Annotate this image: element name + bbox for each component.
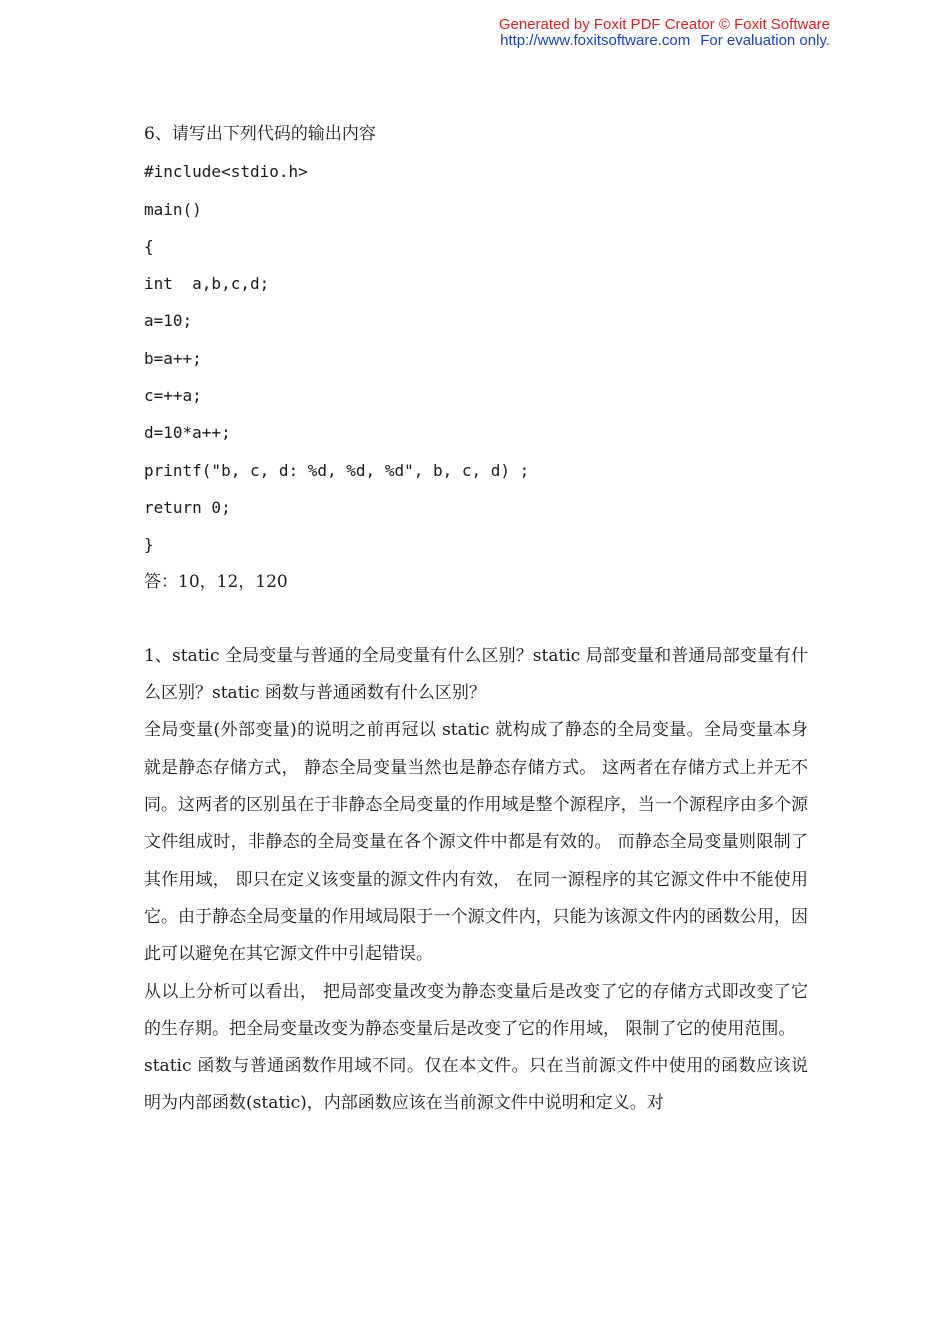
answer-paragraph: static 函数与普通函数作用域不同。仅在本文件。只在当前源文件中使用的函数应该说明为内部函数(static)，内部函数应该在当前源文件中说明和定义。对 xyxy=(144,1056,808,1114)
document-page xyxy=(144,116,808,1123)
watermark-url: http://www.foxitsoftware.com xyxy=(500,32,691,49)
code-line: main() xyxy=(144,199,202,219)
watermark-url-line xyxy=(499,33,830,49)
question-6-answer: 答：10，12，120 xyxy=(144,571,288,592)
answer-paragraph: 从以上分析可以看出， 把局部变量改变为静态变量后是改变了它的存储方式即改变了它的生存期。把全局变量改变为静态变量后是改变了它的作用域， 限制了它的使用范围。 xyxy=(144,981,808,1039)
code-line: return 0; xyxy=(144,497,231,517)
code-line: int a,b,c,d; xyxy=(144,274,270,294)
code-line: #include<stdio.h> xyxy=(144,162,308,182)
watermark-evaluation-note: For evaluation only. xyxy=(700,32,830,49)
watermark-generated-by: Generated by Foxit PDF Creator © Foxit Software xyxy=(498,16,830,33)
question-1-title: 1、static 全局变量与普通的全局变量有什么区别？static 局部变量和普通局部变量有什么区别？static 函数与普通函数有什么区别？ xyxy=(144,645,808,704)
code-line: d=10*a++; xyxy=(144,423,231,443)
code-line: } xyxy=(144,535,154,555)
code-line: { xyxy=(144,236,154,256)
code-line: b=a++; xyxy=(144,348,202,368)
foxit-watermark xyxy=(499,17,830,49)
answer-paragraph: 全局变量(外部变量)的说明之前再冠以 static 就构成了静态的全局变量。全局变量本身就是静态存储方式， 静态全局变量当然也是静态存储方式。 这两者在存储方式上并无不同。这两者的区别虽在于非静态全局变量的作用域是整个源程序，当一个源程序由多个源文件组成时，非静态的全局变量在各个源文件中都是有效的。 而静态全局变量则限制了其作用域， 即只在定义该变量的源文件内有效， 在同一源程序的其它源文件中不能使用它。由于静态全局变量的作用域局限于一个源文件内，只能为该源文件内的函数公用，因此可以避免在其它源文件中引起错误。 xyxy=(144,720,808,965)
question-6-title: 6、请写出下列代码的输出内容 xyxy=(144,124,376,144)
code-line: printf("b, c, d: %d, %d, %d", b, c, d) ; xyxy=(144,460,530,480)
section-spacer xyxy=(144,601,808,638)
code-line: a=10; xyxy=(144,311,193,331)
code-line: c=++a; xyxy=(144,386,202,406)
